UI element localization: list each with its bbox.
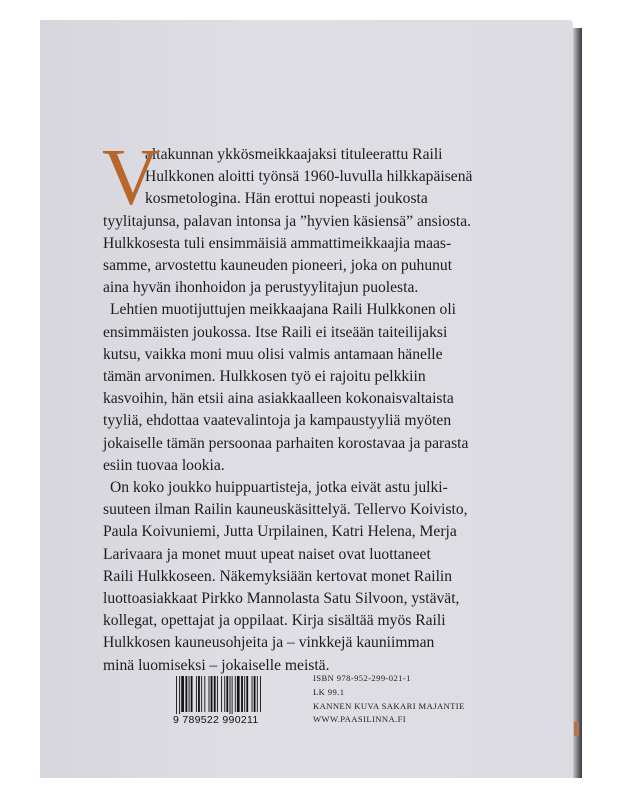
- barcode-bar: [252, 676, 253, 712]
- barcode-bar: [257, 676, 258, 712]
- barcode-bar: [244, 676, 245, 712]
- blurb-text: [102, 134, 523, 677]
- barcode-bar: [226, 676, 228, 712]
- barcode-bar: [176, 676, 177, 718]
- barcode-bar: [241, 676, 243, 712]
- blurb-line: Hulkkosen kauneusohjeita ja – vinkkejä kauniimman: [103, 634, 435, 652]
- cover-credit: KANNEN KUVA SAKARI MAJANTIE: [313, 700, 465, 711]
- blurb-line: On koko joukko huippuartisteja, jotka eivät astu julki-: [110, 479, 448, 497]
- barcode-bar: [214, 676, 216, 712]
- barcode-number: 9 789522 990211: [173, 714, 259, 726]
- barcode-bar: [179, 676, 180, 718]
- barcode-bar: [201, 676, 202, 712]
- spine-mark: [574, 722, 579, 736]
- barcode-bar: [246, 676, 248, 712]
- blurb-line: ensimmäisten joukossa. Itse Raili ei itseään taiteilijaksi: [103, 323, 448, 341]
- blurb-line: kollegat, opettajat ja oppilaat. Kirja sisältää myös Raili: [103, 612, 446, 630]
- barcode-bar: [181, 676, 184, 712]
- blurb-line: kosmetologina. Hän erottui nopeasti joukosta: [145, 190, 428, 208]
- blurb-line: aina hyvän ihonhoidon ja perustyylitajun puolesta.: [103, 279, 419, 297]
- barcode-bar: [191, 676, 193, 712]
- barcode-bar: [254, 676, 256, 712]
- website: WWW.PAASILINNA.FI: [313, 714, 407, 725]
- publication-info: [313, 672, 465, 727]
- barcode-bar: [198, 676, 200, 712]
- blurb-line: altakunnan ykkösmeikkaajaksi tituleerattu Raili: [145, 146, 443, 163]
- blurb-line: Lehtien muotijuttujen meikkaajana Raili Hulkkonen oli: [110, 301, 457, 319]
- barcode-bar: [196, 676, 197, 712]
- blurb-line: tyyliä, ehdottaa vaatevalintoja ja kampaustyyliä myöten: [103, 412, 452, 430]
- blurb-line: tämän arvonimen. Hulkkosen työ ei rajoitu pelkkiin: [103, 368, 426, 386]
- blurb-line: Hulkkonen aloitti työnsä 1960-luvulla hilkkapäisenä: [145, 168, 473, 186]
- blurb-line: kutsu, vaikka moni muu olisi valmis antamaan hänelle: [103, 345, 443, 363]
- blurb-line: Larivaara ja monet muut upeat naiset ovat luottaneet: [103, 545, 431, 563]
- blurb-line: Raili Hulkkoseen. Näkemyksiään kertovat monet Railin: [103, 567, 453, 585]
- blurb-line: minä luomiseksi – jokaiselle meistä.: [103, 656, 330, 674]
- blurb-line: suuteen ilman Railin kauneuskäsittelyä. Tellervo Koivisto,: [103, 501, 468, 519]
- isbn: ISBN 978-952-299-021-1: [313, 673, 411, 683]
- barcode-bar: [185, 676, 187, 712]
- barcode-bar: [211, 676, 213, 712]
- barcode-bar: [189, 676, 190, 712]
- barcode-bar: [224, 676, 225, 712]
- blurb-line: Hulkkosesta tuli ensimmäisiä ammattimeikkaajia maas-: [103, 234, 452, 252]
- barcode-bar: [237, 676, 240, 712]
- library-class: LK 99.1: [313, 686, 345, 697]
- blurb-line: esiin tuovaa lookia.: [103, 456, 225, 474]
- barcode-bar: [235, 676, 236, 712]
- barcode-bar: [217, 676, 218, 712]
- blurb-line: Paula Koivuniemi, Jutta Urpilainen, Katri Helena, Merja: [103, 523, 457, 541]
- blurb-line: samme, arvostettu kauneuden pioneeri, joka on puhunut: [103, 257, 453, 275]
- barcode-bar: [204, 676, 205, 712]
- blurb-line: kasvoihin, hän etsii aina asiakkaalleen kokonaisvaltaista: [103, 390, 454, 408]
- barcode-bar: [232, 676, 233, 718]
- drop-cap: V: [102, 134, 160, 222]
- book-spine-edge: [573, 28, 582, 778]
- blurb-line: tyylitajunsa, palavan intonsa ja ”hyvien käsiensä” ansiosta.: [103, 212, 472, 230]
- barcode: [174, 676, 266, 718]
- barcode-bar: [230, 676, 231, 718]
- blurb-line: jokaiselle tämän persoonaa parhaiten korostavaa ja parasta: [103, 434, 469, 452]
- blurb-line: luottoasiakkaat Pirkko Mannolasta Satu Silvoon, ystävät,: [103, 590, 460, 608]
- barcode-bar: [209, 676, 210, 712]
- barcode-bar: [221, 676, 222, 712]
- barcode-bar: [260, 676, 261, 712]
